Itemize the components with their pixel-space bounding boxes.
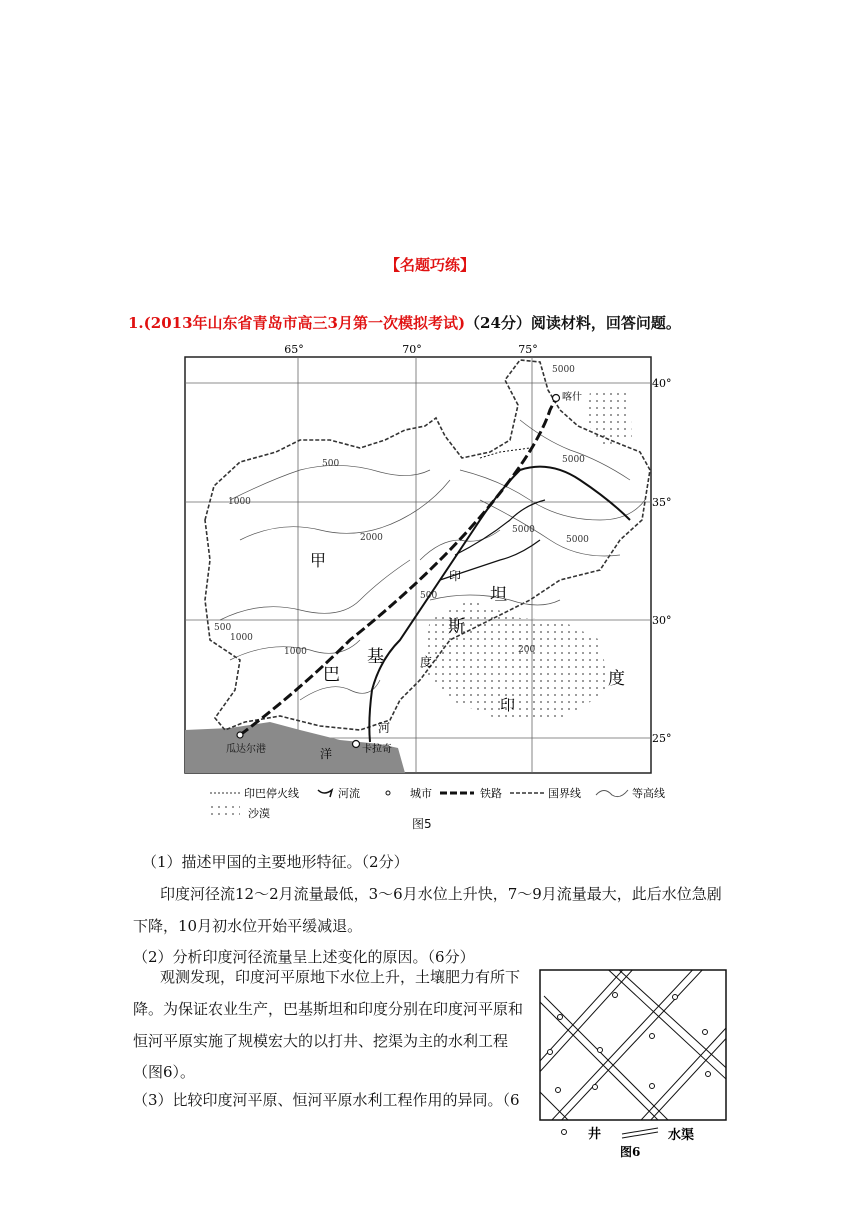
label-indus-2: 度: [420, 655, 433, 669]
material-3-line-2: 降。为保证农业生产，巴基斯坦和印度分别在印度河平原和: [133, 1000, 524, 1018]
contour-label: 2000: [360, 533, 383, 543]
label-pakistan-2: 基: [367, 647, 384, 667]
city-gwadar-marker: [237, 732, 243, 738]
legend-canal: 水渠: [668, 1128, 695, 1143]
lat-25: 25°: [652, 732, 672, 745]
label-kashi: 喀什: [562, 392, 582, 403]
sub-question-2: （2）分析印度河径流量呈上述变化的原因。（6分）: [133, 948, 475, 966]
figure5-caption: 图5: [412, 817, 432, 831]
label-indus-3: 河: [378, 721, 391, 735]
question-heading: [128, 312, 681, 333]
contour-label: 5000: [562, 455, 585, 465]
contour-label: 500: [420, 591, 438, 601]
map-frame: [185, 357, 651, 773]
legend-railway: 铁路: [480, 787, 502, 800]
legend-well-icon: [562, 1130, 567, 1135]
contour-label: 1000: [230, 633, 253, 643]
figure6-caption: 图6: [620, 1145, 641, 1159]
figure5-map: [150, 340, 710, 830]
lat-40: 40°: [652, 377, 672, 390]
lon-70: 70°: [402, 343, 422, 356]
label-karachi: 卡拉奇: [362, 744, 392, 755]
contour-label: 500: [322, 459, 340, 469]
sub-question-1: （1）描述甲国的主要地形特征。（2分）: [142, 853, 409, 871]
map-legend: [210, 786, 665, 820]
label-pakistan-4: 坦: [490, 585, 507, 605]
label-sea: 洋: [320, 747, 333, 761]
contour-label: 1000: [284, 647, 307, 657]
label-indus-1: 印: [449, 569, 462, 583]
legend-border: 国界线: [548, 787, 581, 800]
label-pakistan-3: 斯: [448, 617, 465, 637]
contour-label: 500: [214, 623, 232, 633]
label-india: 度: [608, 669, 625, 689]
sub-question-3: （3）比较印度河平原、恒河平原水利工程作用的异同。（6: [133, 1091, 520, 1109]
label-india-char-1: 印: [500, 696, 516, 714]
contour-label: 5000: [512, 525, 535, 535]
city-kashi-marker: [553, 395, 560, 402]
question-source: 1.(2013年山东省青岛市高三3月第一次模拟考试): [128, 314, 466, 332]
label-pakistan-1: 巴: [323, 665, 340, 685]
lon-75: 75°: [518, 343, 538, 356]
material-3-line-4: （图6）。: [133, 1063, 196, 1081]
section-title: 【名题巧练】: [384, 256, 475, 274]
material-3-line-3: 恒河平原实施了规模宏大的以打井、挖渠为主的水利工程: [133, 1032, 509, 1050]
legend-city: 城市: [410, 787, 432, 800]
lon-65: 65°: [284, 343, 304, 356]
legend-desert: 沙漠: [248, 807, 270, 820]
contour-label: 5000: [566, 535, 589, 545]
contour-label: 5000: [552, 365, 575, 375]
material-2-line-1: 印度河径流12～2月流量最低，3～6月水位上升快，7～9月流量最大，此后水位急剧: [160, 885, 722, 903]
legend-river: 河流: [338, 787, 360, 800]
contour-label: 200: [518, 645, 536, 655]
lat-30: 30°: [652, 614, 672, 627]
city-karachi-marker: [353, 741, 360, 748]
legend-well: 井: [588, 1127, 602, 1142]
label-gwadar: 瓜达尔港: [226, 744, 266, 755]
legend-ceasefire: 印巴停火线: [244, 787, 299, 800]
material-2-line-2: 下降，10月初水位开始平缓减退。: [133, 917, 363, 935]
legend-contour: 等高线: [632, 787, 665, 800]
figure6-diagram: [530, 962, 740, 1162]
lat-35: 35°: [652, 496, 672, 509]
question-points: （24分）阅读材料，回答问题。: [465, 314, 681, 332]
label-jia: 甲: [310, 551, 327, 570]
material-3-line-1: 观测发现，印度河平原地下水位上升，土壤肥力有所下: [160, 968, 521, 986]
contour-label: 1000: [228, 497, 251, 507]
